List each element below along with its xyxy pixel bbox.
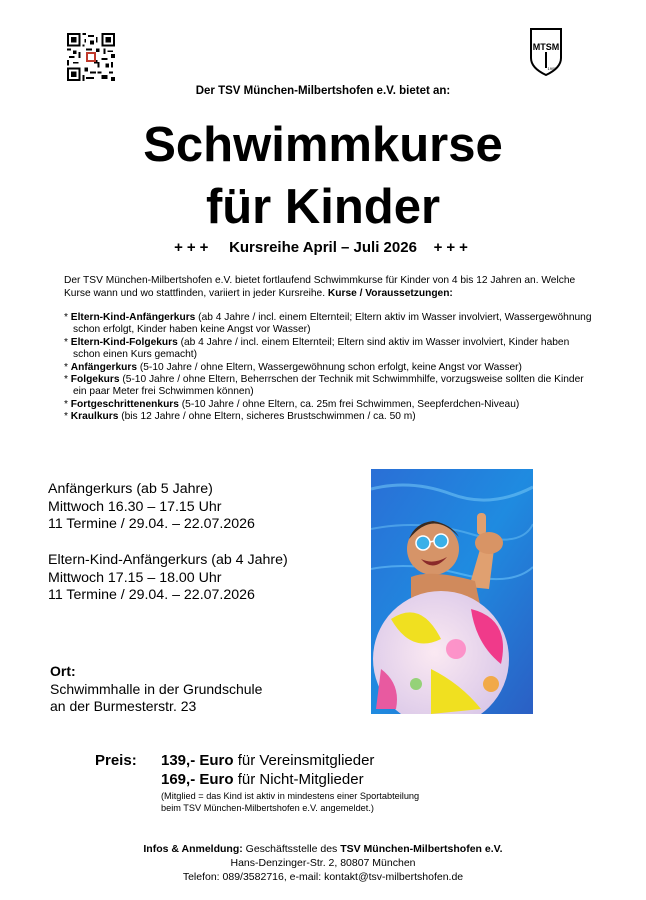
price-member: [161, 752, 374, 769]
list-item: * Kraulkurs (bis 12 Jahre / ohne Eltern, sicheres Brustschwimmen / ca. 50 m): [64, 411, 416, 423]
list-item: * Folgekurs (5-10 Jahre / ohne Eltern, Beherrschen der Technik mit Schwimmhilfe, vorzugsweise sollten die Kinder ein paar Meter frei Schwimmen können): [64, 374, 584, 398]
page-title-line1: Schwimmkurse: [143, 118, 503, 172]
qr-code-icon: [67, 33, 115, 81]
course-detail: (ab 4 Jahre / incl. einem Elternteil; Eltern aktiv im Wasser involviert, Wassergewöhnung schon erfolgt, Kinder haben keine Angst vor Wasser): [73, 312, 592, 336]
schedule-dates: 11 Termine / 29.04. – 22.07.2026: [48, 587, 255, 603]
description-text: Der TSV München-Milbertshofen e.V. bietet fortlaufend Schwimmkurse für Kinder von 4 bis 12 Jahren an. Welche Kurse wann und wo stattfinden, variiert in jeder Kursreihe.: [64, 275, 576, 299]
footer-info-label: Infos & Anmeldung:: [143, 843, 243, 855]
list-item: * Anfängerkurs (5-10 Jahre / ohne Eltern, Wassergewöhnung schon erfolgt, keine Angst vor Wasser): [64, 361, 522, 373]
page-title-line2: für Kinder: [205, 180, 441, 234]
logo-year: 1905: [547, 66, 557, 71]
series-marks-right: +++: [433, 239, 472, 256]
price-label: Preis:: [95, 752, 137, 769]
schedule-title: Anfängerkurs (ab 5 Jahre): [48, 481, 213, 497]
course-detail: (bis 12 Jahre / ohne Eltern, sicheres Brustschwimmen / ca. 50 m): [121, 411, 416, 423]
schedule-block: [48, 481, 255, 534]
location-line1: Schwimmhalle in der Grundschule: [50, 680, 263, 697]
footer-contact: Telefon: 089/3582716, e-mail: kontakt@tsv-milbertshofen.de: [182, 870, 464, 883]
course-name: Eltern-Kind-Folgekurs: [70, 336, 178, 348]
price-nonmember: [161, 771, 364, 788]
course-name: Folgekurs: [70, 374, 120, 386]
footer: [0, 843, 646, 884]
price-note-line1: (Mitglied = das Kind ist aktiv in mindestens einer Sportabteilung: [161, 791, 420, 801]
course-series: [0, 239, 646, 256]
list-item: * Eltern-Kind-Anfängerkurs (ab 4 Jahre / incl. einem Elternteil; Eltern aktiv im Wasser involviert, Wassergewöhnung schon erfolgt, Kinder haben keine Angst vor Wasser): [64, 312, 592, 336]
price-nonmember-amount: 169,- Euro: [161, 771, 234, 788]
course-name: Kraulkurs: [70, 411, 119, 423]
swimming-child-photo: [371, 469, 533, 714]
course-detail: (ab 4 Jahre / incl. einem Elternteil; Eltern sind aktiv im Wasser involviert, Kinder haben schon einen Kurs gemacht): [73, 336, 570, 361]
list-item: * Eltern-Kind-Folgekurs (ab 4 Jahre / incl. einem Elternteil; Eltern sind aktiv im Wasser involviert, Kinder haben schon einen Kurs gemacht): [64, 336, 570, 361]
series-marks-left: +++: [174, 239, 213, 256]
location-label: Ort:: [50, 663, 76, 679]
course-detail: (5-10 Jahre / ohne Eltern, Beherrschen der Technik mit Schwimmhilfe, vorzugsweise sollten die Kinder ein paar Meter frei Schwimmen können): [73, 374, 584, 398]
footer-info-line: [0, 843, 646, 857]
logo-text: MTSM: [532, 42, 560, 52]
description-heading: Kurse / Voraussetzungen:: [327, 287, 453, 299]
footer-address: Hans-Denzinger-Str. 2, 80807 München: [230, 856, 416, 869]
footer-office-text: Geschäftsstelle des: [245, 843, 338, 855]
location-block: [50, 663, 262, 716]
list-item: * Fortgeschrittenenkurs (5-10 Jahre / ohne Eltern, ca. 25m frei Schwimmen, Seepferdchen-Niveau): [64, 398, 520, 410]
footer-club-name: TSV München-Milbertshofen e.V.: [340, 843, 503, 855]
description: [64, 275, 584, 300]
price-member-amount: 139,- Euro: [161, 752, 234, 769]
course-list: [64, 312, 594, 424]
location-line2: an der Burmesterstr. 23: [50, 698, 197, 714]
intro-line: Der TSV München-Milbertshofen e.V. bietet an:: [195, 85, 451, 97]
course-name: Fortgeschrittenenkurs: [70, 398, 179, 410]
course-name: Anfängerkurs: [70, 361, 138, 373]
course-name: Eltern-Kind-Anfängerkurs: [70, 312, 196, 323]
price-note-line2: beim TSV München-Milbertshofen e.V. angemeldet.): [161, 802, 374, 813]
course-detail: (5-10 Jahre / ohne Eltern, Wassergewöhnung schon erfolgt, keine Angst vor Wasser): [139, 361, 522, 373]
schedule-title: Eltern-Kind-Anfängerkurs (ab 4 Jahre): [48, 552, 288, 568]
price-note: [161, 791, 419, 814]
schedule-time: Mittwoch 17.15 – 18.00 Uhr: [48, 569, 222, 586]
series-label: Kursreihe April – Juli 2026: [229, 239, 417, 256]
schedule-dates: 11 Termine / 29.04. – 22.07.2026: [48, 516, 255, 532]
price-member-text: für Vereinsmitglieder: [237, 752, 375, 769]
schedule-time: Mittwoch 16.30 – 17.15 Uhr: [48, 498, 222, 515]
schedule-block: [48, 552, 288, 605]
club-logo: [529, 28, 563, 76]
course-detail: (5-10 Jahre / ohne Eltern, ca. 25m frei Schwimmen, Seepferdchen-Niveau): [181, 398, 520, 410]
price-nonmember-text: für Nicht-Mitglieder: [237, 771, 364, 788]
